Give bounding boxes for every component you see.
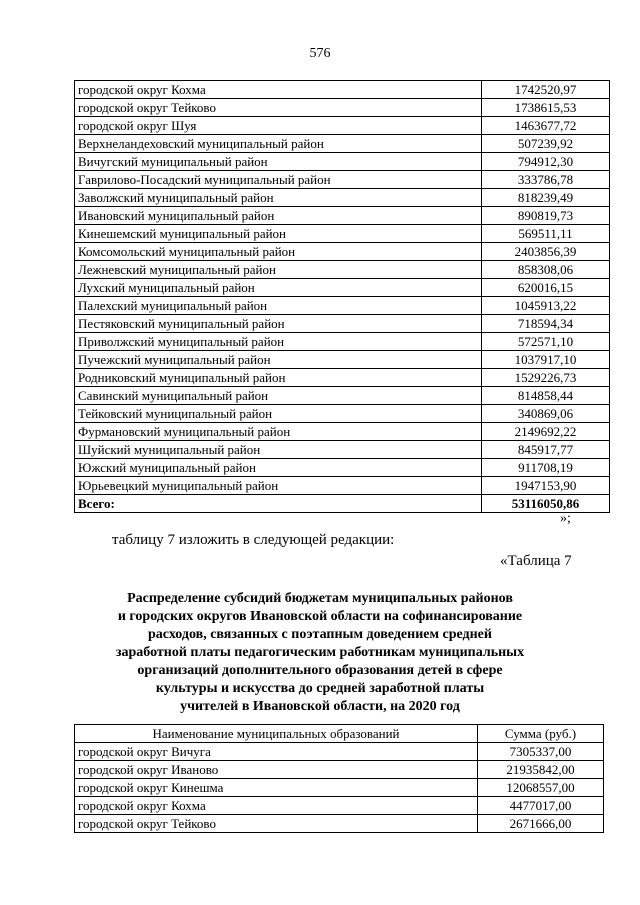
row-amount: 2671666,00 — [478, 815, 604, 833]
row-amount: 1742520,97 — [482, 81, 610, 99]
table-row — [75, 81, 610, 99]
row-municipality-name: Пучежский муниципальный район — [75, 351, 482, 369]
heading-line: культуры и искусства до средней заработной платы — [155, 681, 485, 696]
row-municipality-name: Савинский муниципальный район — [75, 387, 482, 405]
row-amount: 890819,73 — [482, 207, 610, 225]
table-row — [75, 207, 610, 225]
table-row — [75, 99, 610, 117]
row-municipality-name: городской округ Вичуга — [75, 743, 478, 761]
row-amount: 507239,92 — [482, 135, 610, 153]
heading-line: расходов, связанных с поэтапным доведением средней — [148, 627, 492, 642]
table-row — [75, 405, 610, 423]
table-7-label: «Таблица 7 — [500, 553, 572, 569]
table-7 — [74, 724, 604, 833]
total-value: 53116050,86 — [482, 495, 610, 513]
table-row — [75, 477, 610, 495]
amendment-intro-text: таблицу 7 изложить в следующей редакции: — [112, 532, 395, 548]
table-row — [75, 279, 610, 297]
table-7-body — [75, 725, 604, 833]
row-amount: 818239,49 — [482, 189, 610, 207]
table-row — [75, 441, 610, 459]
table-total-row — [75, 495, 610, 513]
table-row — [75, 815, 604, 833]
table-row — [75, 743, 604, 761]
row-municipality-name: городской округ Тейково — [75, 815, 478, 833]
row-municipality-name: Вичугский муниципальный район — [75, 153, 482, 171]
table-row — [75, 333, 610, 351]
row-amount: 340869,06 — [482, 405, 610, 423]
row-municipality-name: Приволжский муниципальный район — [75, 333, 482, 351]
row-municipality-name: городской округ Кохма — [75, 81, 482, 99]
row-municipality-name: Южский муниципальный район — [75, 459, 482, 477]
row-amount: 911708,19 — [482, 459, 610, 477]
row-municipality-name: городской округ Тейково — [75, 99, 482, 117]
row-municipality-name: Заволжский муниципальный район — [75, 189, 482, 207]
table-row — [75, 761, 604, 779]
row-amount: 1947153,90 — [482, 477, 610, 495]
row-amount: 1529226,73 — [482, 369, 610, 387]
heading-line: заработной платы педагогическим работникам муниципальных — [115, 645, 525, 660]
row-amount: 333786,78 — [482, 171, 610, 189]
row-amount: 2149692,22 — [482, 423, 610, 441]
row-amount: 4477017,00 — [478, 797, 604, 815]
heading-line: организаций дополнительного образования детей в сфере — [137, 663, 503, 678]
row-municipality-name: городской округ Кинешма — [75, 779, 478, 797]
row-amount: 1738615,53 — [482, 99, 610, 117]
row-municipality-name: Верхнеландеховский муниципальный район — [75, 135, 482, 153]
row-municipality-name: Лежневский муниципальный район — [75, 261, 482, 279]
row-municipality-name: Шуйский муниципальный район — [75, 441, 482, 459]
column-header-sum: Сумма (руб.) — [478, 725, 604, 743]
table-row — [75, 387, 610, 405]
row-municipality-name: Лухский муниципальный район — [75, 279, 482, 297]
row-amount: 794912,30 — [482, 153, 610, 171]
table-row — [75, 117, 610, 135]
table-7-heading — [70, 590, 570, 716]
table-row — [75, 369, 610, 387]
row-municipality-name: городской округ Шуя — [75, 117, 482, 135]
closing-quote-mark: »; — [560, 511, 571, 526]
row-amount: 7305337,00 — [478, 743, 604, 761]
total-label: Всего: — [75, 495, 482, 513]
row-municipality-name: Палехский муниципальный район — [75, 297, 482, 315]
row-municipality-name: городской округ Иваново — [75, 761, 478, 779]
row-amount: 1037917,10 — [482, 351, 610, 369]
row-amount: 718594,34 — [482, 315, 610, 333]
table-row — [75, 135, 610, 153]
table-row — [75, 189, 610, 207]
table-row — [75, 225, 610, 243]
row-amount: 572571,10 — [482, 333, 610, 351]
table-row — [75, 297, 610, 315]
table-header-row — [75, 725, 604, 743]
row-municipality-name: Пестяковский муниципальный район — [75, 315, 482, 333]
row-amount: 814858,44 — [482, 387, 610, 405]
table-row — [75, 243, 610, 261]
table-row — [75, 779, 604, 797]
row-municipality-name: Кинешемский муниципальный район — [75, 225, 482, 243]
row-municipality-name: Фурмановский муниципальный район — [75, 423, 482, 441]
row-municipality-name: Комсомольский муниципальный район — [75, 243, 482, 261]
page-number: 576 — [309, 46, 331, 61]
row-municipality-name: Родниковский муниципальный район — [75, 369, 482, 387]
subsidy-table-body — [75, 81, 610, 513]
table-row — [75, 351, 610, 369]
row-municipality-name: Гаврилово-Посадский муниципальный район — [75, 171, 482, 189]
subsidy-table-continued — [74, 80, 610, 513]
row-amount: 1463677,72 — [482, 117, 610, 135]
row-amount: 12068557,00 — [478, 779, 604, 797]
row-amount: 569511,11 — [482, 225, 610, 243]
table-row — [75, 797, 604, 815]
row-amount: 845917,77 — [482, 441, 610, 459]
row-amount: 1045913,22 — [482, 297, 610, 315]
heading-line: и городских округов Ивановской области на софинансирование — [117, 609, 523, 624]
heading-line: учителей в Ивановской области, на 2020 год — [180, 699, 460, 714]
heading-line: Распределение субсидий бюджетам муниципальных районов — [127, 591, 513, 606]
row-amount: 2403856,39 — [482, 243, 610, 261]
row-amount: 620016,15 — [482, 279, 610, 297]
row-municipality-name: городской округ Кохма — [75, 797, 478, 815]
row-municipality-name: Тейковский муниципальный район — [75, 405, 482, 423]
table-row — [75, 153, 610, 171]
table-row — [75, 171, 610, 189]
table-row — [75, 315, 610, 333]
table-row — [75, 459, 610, 477]
table-row — [75, 261, 610, 279]
table-row — [75, 423, 610, 441]
row-amount: 21935842,00 — [478, 761, 604, 779]
row-municipality-name: Ивановский муниципальный район — [75, 207, 482, 225]
row-amount: 858308,06 — [482, 261, 610, 279]
column-header-name: Наименование муниципальных образований — [75, 725, 478, 743]
row-municipality-name: Юрьевецкий муниципальный район — [75, 477, 482, 495]
